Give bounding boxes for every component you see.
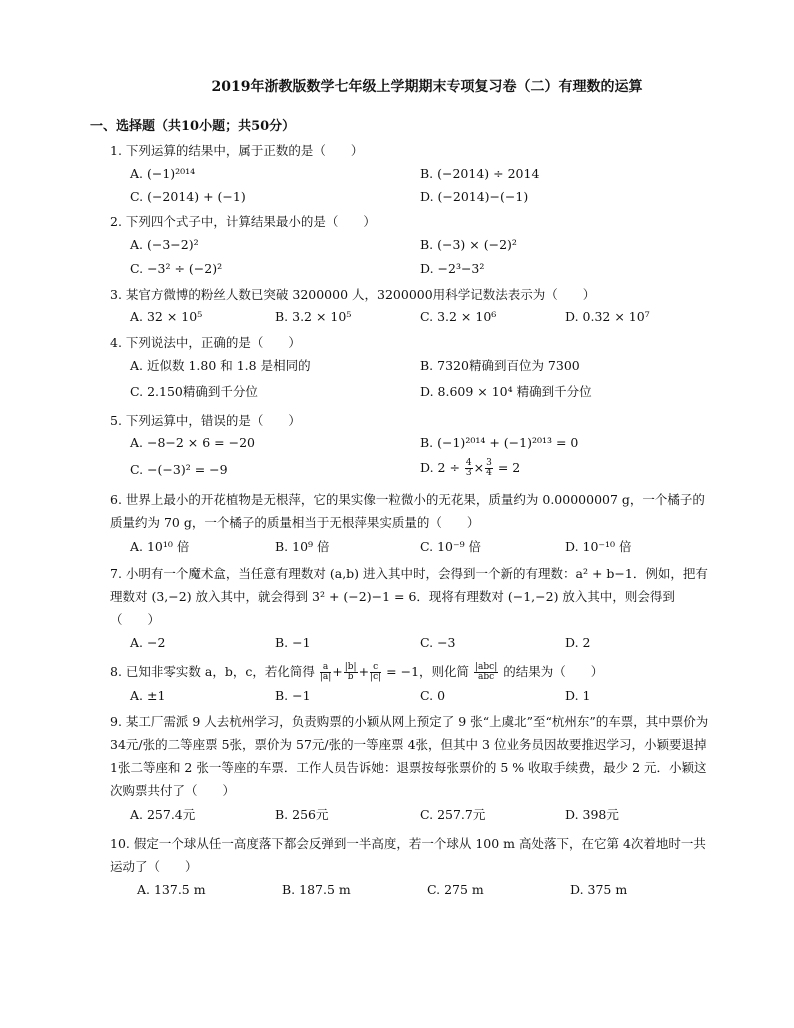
fraction xyxy=(474,663,498,682)
fraction-numerator: a xyxy=(320,663,331,673)
q6-option-a: A. 10¹⁰ 倍 xyxy=(130,539,190,554)
q9-option-b: B. 256元 xyxy=(275,807,329,822)
q8-stem-part: 8. 已知非零实数 a，b，c，若化简得 xyxy=(110,664,315,679)
q2-option-a: A. (−3−2)² xyxy=(130,237,199,252)
q10-option-d: D. 375 m xyxy=(570,882,628,897)
q4-option-d: D. 8.609 × 10⁴ 精确到千分位 xyxy=(420,384,592,399)
q4-option-c: C. 2.150精确到千分位 xyxy=(130,384,258,399)
q10-option-a: A. 137.5 m xyxy=(137,882,206,897)
question-2: 2. 下列四个式子中，计算结果最小的是（ ） xyxy=(110,214,376,229)
q1-option-b: B. (−2014) ÷ 2014 xyxy=(420,166,540,181)
question-6: 6. 世界上最小的开花植物是无根萍，它的果实像一粒微小的无花果，质量约为 0.00000007 g，一个橘子的质量约为 70 g，一个橘子的质量相当于无根萍果实质量的（ ） xyxy=(110,492,705,530)
fraction-numerator: 4 xyxy=(465,458,472,468)
q6-option-c: C. 10⁻⁹ 倍 xyxy=(420,539,482,554)
question-1: 1. 下列运算的结果中，属于正数的是（ ） xyxy=(110,143,364,158)
q10-option-b: B. 187.5 m xyxy=(282,882,351,897)
q4-option-a: A. 近似数 1.80 和 1.8 是相同的 xyxy=(130,358,311,373)
fraction-numerator: |abc| xyxy=(475,662,498,672)
fraction-denominator: b xyxy=(347,672,354,682)
question-4: 4. 下列说法中，正确的是（ ） xyxy=(110,335,301,350)
fraction-denominator: 3 xyxy=(465,468,472,478)
q2-option-d: D. −2³−3² xyxy=(420,261,485,276)
q1-option-c: C. (−2014) + (−1) xyxy=(130,189,246,204)
fraction xyxy=(485,459,493,478)
fraction-denominator: 4 xyxy=(486,468,492,478)
section-heading: 一、选择题（共10小题；共50分） xyxy=(90,119,296,134)
q3-option-b: B. 3.2 × 10⁵ xyxy=(275,309,352,324)
q7-option-b: B. −1 xyxy=(275,635,311,650)
question-7: 7. 小明有一个魔术盒，当任意有理数对 (a,b) 进入其中时，会得到一个新的有理数：a² + b−1．例如，把有理数对 (3,−2) 放入其中，就会得到 3² + (−2)−1 = 6．现将有理数对 (−1,−2) 放入其中，则会得到（ ） xyxy=(110,566,708,627)
q3-option-a: A. 32 × 10⁵ xyxy=(130,309,203,324)
q7-option-c: C. −3 xyxy=(420,635,456,650)
q7-option-a: A. −2 xyxy=(130,635,166,650)
equals-result: = 2 xyxy=(497,460,521,475)
fraction-numerator: |b| xyxy=(344,662,357,672)
fraction-denominator: abc xyxy=(478,672,495,682)
q3-option-d: D. 0.32 × 10⁷ xyxy=(565,309,650,324)
fraction-numerator: 3 xyxy=(486,458,492,468)
q5-option-d-label: D. 2 ÷ xyxy=(420,460,460,475)
q5-option-a: A. −8−2 × 6 = −20 xyxy=(130,435,255,450)
question-9: 9. 某工厂需派 9 人去杭州学习，负责购票的小颖从网上预定了 9 张“上虞北”至“杭州东”的车票，其中票价为 34元/张的二等座票 5张，票价为 57元/张的一等座票 4张，但其中 3 位业务员因故要推迟学习，小颖要退掉 1张二等座和 2 张一等座的车票．工作人员告诉她：退票按每张票价的 5 % 收取手续费，最少 2 元．小颖这次购票共付了（ ） xyxy=(110,714,709,798)
q4-option-b: B. 7320精确到百位为 7300 xyxy=(420,358,580,373)
fraction xyxy=(465,459,473,478)
fraction-denominator: |c| xyxy=(370,672,382,682)
q6-option-b: B. 10⁹ 倍 xyxy=(275,539,330,554)
q8-stem-part: = −1，则化简 xyxy=(386,664,470,679)
q9-option-a: A. 257.4元 xyxy=(130,807,196,822)
q2-option-c: C. −3² ÷ (−2)² xyxy=(130,261,223,276)
question-10: 10. 假定一个球从任一高度落下都会反弹到一半高度，若一个球从 100 m 高处落下，在它第 4次着地时一共运动了（ ） xyxy=(110,836,706,874)
q8-option-d: D. 1 xyxy=(565,688,591,703)
q1-option-d: D. (−2014)−(−1) xyxy=(420,189,529,204)
q5-option-d xyxy=(420,458,520,478)
question-5: 5. 下列运算中，错误的是（ ） xyxy=(110,413,301,428)
plus-sign: + xyxy=(332,664,343,679)
q5-option-c: C. −(−3)² = −9 xyxy=(130,462,228,477)
fraction xyxy=(320,663,331,682)
q8-stem-part: 的结果为（ ） xyxy=(503,664,604,679)
q6-option-d: D. 10⁻¹⁰ 倍 xyxy=(565,539,632,554)
q1-option-a: A. (−1)²⁰¹⁴ xyxy=(130,166,196,181)
fraction-numerator: c xyxy=(370,663,381,673)
q9-option-d: D. 398元 xyxy=(565,807,619,822)
fraction-denominator: |a| xyxy=(319,672,332,682)
plus-sign: + xyxy=(358,664,370,679)
q7-option-d: D. 2 xyxy=(565,635,591,650)
question-3: 3. 某官方微博的粉丝人数已突破 3200000 人，3200000用科学记数法表示为（ ） xyxy=(110,287,596,302)
page-title: 2019年浙教版数学七年级上学期期末专项复习卷（二）有理数的运算 xyxy=(211,79,643,95)
times-sign: × xyxy=(473,460,485,475)
q5-option-b: B. (−1)²⁰¹⁴ + (−1)²⁰¹³ = 0 xyxy=(420,435,579,450)
q2-option-b: B. (−3) × (−2)² xyxy=(420,237,517,252)
q3-option-c: C. 3.2 × 10⁶ xyxy=(420,309,497,324)
q8-option-a: A. ±1 xyxy=(130,688,166,703)
q10-option-c: C. 275 m xyxy=(427,882,484,897)
fraction xyxy=(370,663,381,682)
q9-option-c: C. 257.7元 xyxy=(420,807,486,822)
question-8 xyxy=(110,660,710,683)
q8-option-b: B. −1 xyxy=(275,688,311,703)
q8-option-c: C. 0 xyxy=(420,688,446,703)
fraction xyxy=(344,663,358,682)
